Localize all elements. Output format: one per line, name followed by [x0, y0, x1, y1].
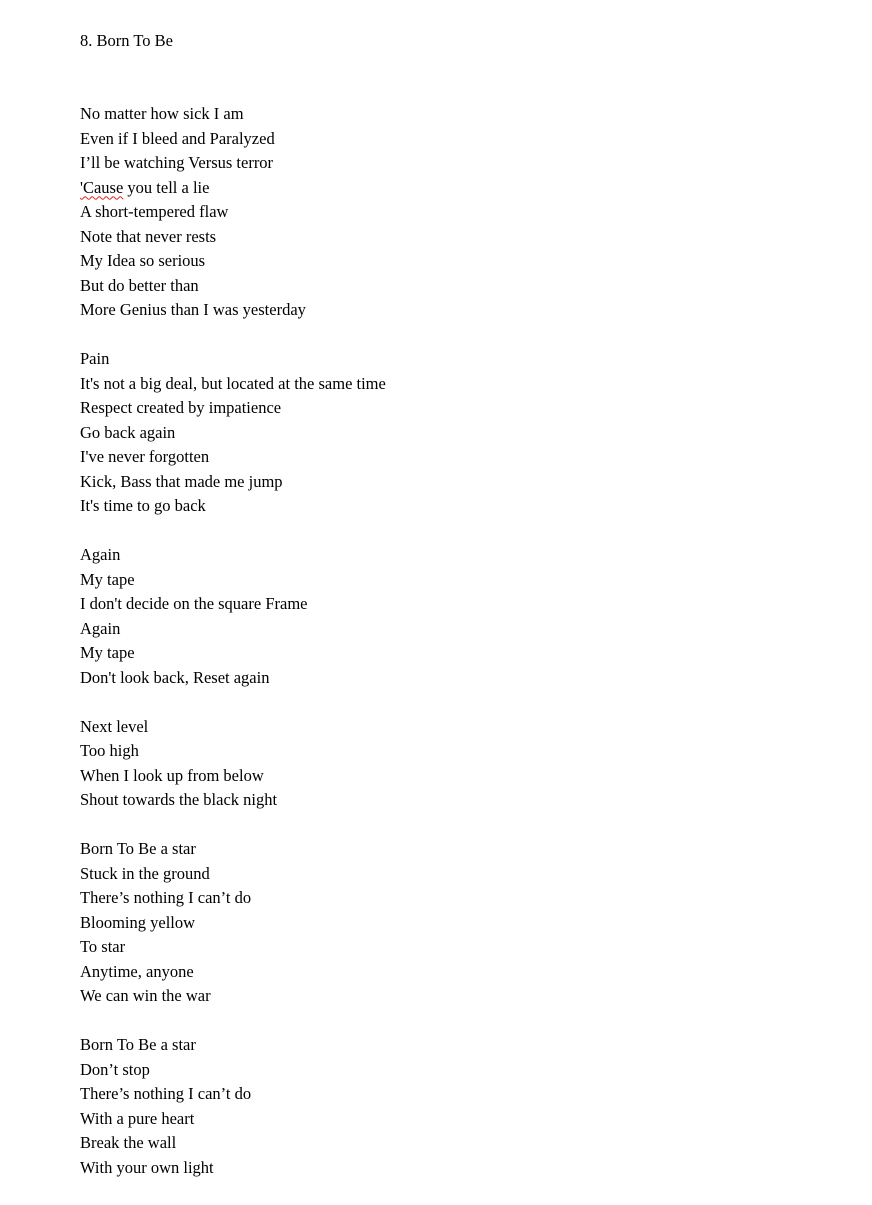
lyric-line: Pain	[80, 349, 110, 368]
lyric-line: But do better than	[80, 275, 199, 295]
lyric-line: I’ll be watching Versus terror	[80, 153, 274, 172]
lyric-line: There’s nothing I can’t do	[80, 1084, 252, 1103]
lyric-line-text: you tell a lie	[123, 177, 210, 197]
lyric-stanza	[80, 1033, 780, 1180]
lyric-line: With your own light	[80, 1157, 214, 1177]
lyric-line: Born To Be a star	[80, 1035, 196, 1054]
lyric-line: Too high	[80, 741, 139, 760]
lyric-line: It's time to go back	[80, 496, 206, 515]
lyric-line: Next level	[80, 716, 149, 736]
lyric-line: I don't decide on the square Frame	[80, 594, 308, 613]
lyric-stanza	[80, 102, 780, 323]
lyric-line: Even if I bleed and Paralyzed	[80, 128, 275, 148]
lyric-line: A short-tempered flaw	[80, 202, 229, 221]
lyric-line: Born To Be a star	[80, 839, 196, 858]
lyric-line: Again	[80, 545, 121, 564]
lyric-line	[80, 176, 780, 201]
lyric-line: My tape	[80, 643, 135, 662]
song-title: 8. Born To Be	[80, 31, 173, 50]
lyric-line: Go back again	[80, 422, 176, 442]
lyric-line: My tape	[80, 569, 135, 589]
lyric-line: To star	[80, 937, 126, 956]
lyric-stanza	[80, 347, 780, 519]
lyric-stanza	[80, 543, 780, 690]
lyric-line: We can win the war	[80, 986, 211, 1005]
lyrics-body	[80, 102, 780, 1205]
lyric-line: Shout towards the black night	[80, 790, 278, 809]
lyric-line: More Genius than I was yesterday	[80, 300, 306, 319]
lyric-line: My Idea so serious	[80, 251, 206, 270]
lyric-line: Anytime, anyone	[80, 961, 194, 981]
lyric-line: Break the wall	[80, 1133, 177, 1152]
lyric-line: With a pure heart	[80, 1108, 195, 1128]
lyric-line: Don’t stop	[80, 1059, 150, 1079]
lyric-line: No matter how sick I am	[80, 104, 244, 123]
lyric-line: Kick, Bass that made me jump	[80, 471, 283, 491]
lyric-stanza	[80, 837, 780, 1009]
spellcheck-flagged-word: 'Cause	[80, 177, 124, 197]
lyric-stanza	[80, 715, 780, 813]
lyric-line: Blooming yellow	[80, 912, 196, 932]
lyric-line: Note that never rests	[80, 226, 217, 246]
lyric-line: When I look up from below	[80, 765, 264, 785]
lyric-line: Stuck in the ground	[80, 863, 210, 883]
lyric-line: I've never forgotten	[80, 447, 210, 466]
lyric-line: It's not a big deal, but located at the same time	[80, 373, 386, 393]
lyric-line: Don't look back, Reset again	[80, 667, 270, 687]
lyric-line: Again	[80, 618, 121, 638]
lyric-line: There’s nothing I can’t do	[80, 888, 252, 907]
lyric-line: Respect created by impatience	[80, 398, 282, 417]
